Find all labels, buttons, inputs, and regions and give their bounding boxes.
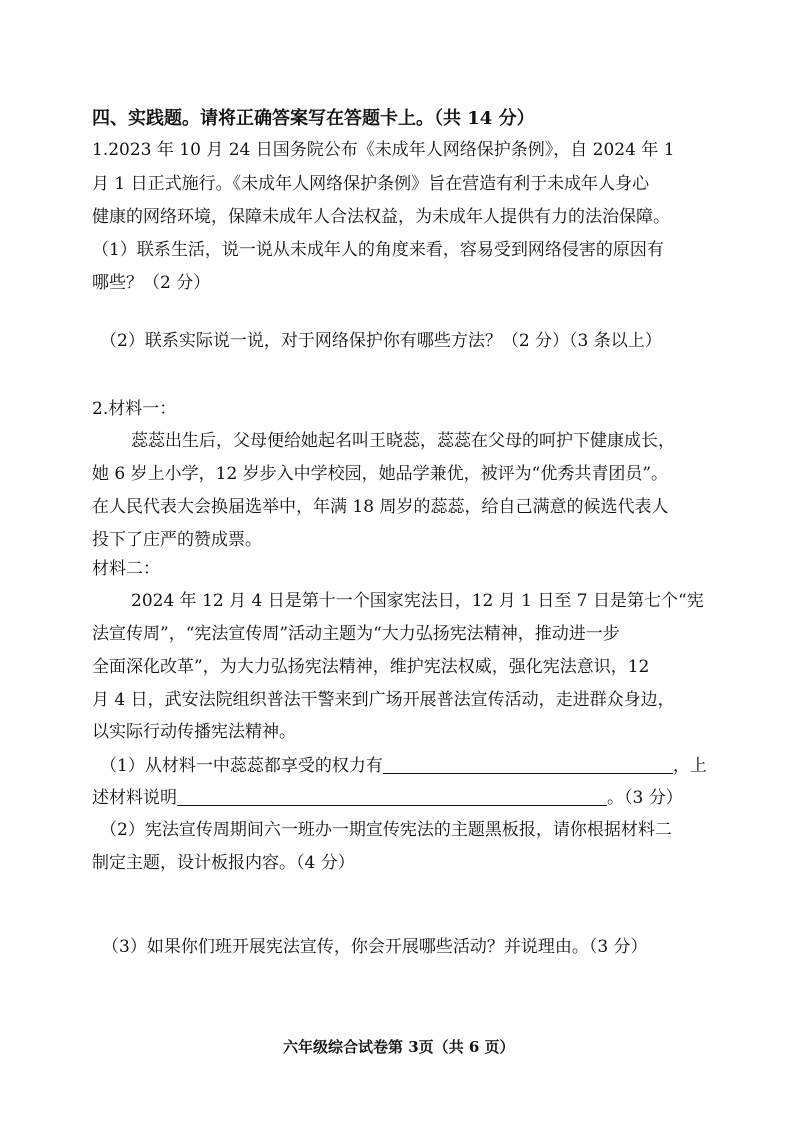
page-footer: 六年级综合试卷第 3页（共 6 页） xyxy=(283,1038,515,1056)
section-title: 四、实践题。请将正确答案写在答题卡上。（共 14 分） xyxy=(92,108,535,129)
material-2-heading: 材料二： xyxy=(92,559,160,579)
q1-subquestion-2: （2）联系实际说一说，对于网络保护你有哪些方法？（2 分）（3 条以上） xyxy=(100,331,662,351)
material-2-line-3: 全面深化改革”，为大力弘扬宪法精神，维护宪法权威，强化宪法意识，12 xyxy=(92,657,650,677)
q2-sub1-line2-prefix: 述材料说明 xyxy=(92,788,177,808)
q2-subquestion-2-line-1: （2）宪法宣传周期间六一班办一期宣传宪法的主题黑板报，请你根据材料二 xyxy=(100,820,672,840)
material-1-line-1: 蕊蕊出生后，父母便给她起名叫王晓蕊，蕊蕊在父母的呵护下健康成长， xyxy=(131,431,675,451)
material-2-line-1: 2024 年 12 月 4 日是第十一个国家宪法日，12 月 1 日至 7 日是第七个“宪 xyxy=(131,591,704,611)
material-2-line-4: 月 4 日，武安法院组织普法干警来到广场开展普法宣传活动，走进群众身边， xyxy=(92,690,675,710)
q1-text-line-2: 月 1 日正式施行。《未成年人网络保护条例》旨在营造有利于未成年人身心 xyxy=(92,174,650,194)
material-1-line-3: 在人民代表大会换届选举中，年满 18 周岁的蕊蕊，给自己满意的候选代表人 xyxy=(92,497,669,517)
q2-subquestion-2-line-2: 制定主题，设计板报内容。（4 分） xyxy=(92,853,355,873)
q2-subquestion-1-line-2 xyxy=(92,786,683,810)
answer-blank-conclusion[interactable] xyxy=(177,787,607,806)
material-1-line-2: 她 6 岁上小学，12 岁步入中学校园，她品学兼优，被评为“优秀共青团员”。 xyxy=(92,464,669,484)
q1-subquestion-1-line-2: 哪些？（2 分） xyxy=(92,273,211,293)
answer-blank-rights[interactable] xyxy=(383,755,673,774)
material-2-line-5: 以实际行动传播宪法精神。 xyxy=(92,722,296,742)
q1-text-line-1: 1.2023 年 10 月 24 日国务院公布《未成年人网络保护条例》，自 2024 年 1 xyxy=(92,140,675,160)
q2-subquestion-3: （3）如果你们班开展宪法宣传，你会开展哪些活动？并说理由。（3 分） xyxy=(102,937,648,957)
material-1-line-4: 投下了庄严的赞成票。 xyxy=(92,530,262,550)
q2-subquestion-1-line-1 xyxy=(100,754,707,778)
q2-sub1-prefix: （1）从材料一中蕊蕊都享受的权力有 xyxy=(100,756,383,776)
q2-heading: 2.材料一： xyxy=(92,399,177,419)
q1-subquestion-1-line-1: （1）联系生活，说一说从未成年人的角度来看，容易受到网络侵害的原因有 xyxy=(92,240,664,260)
material-2-line-2: 法宣传周”，“宪法宣传周”活动主题为“大力弘扬宪法精神，推动进一步 xyxy=(92,624,620,644)
q2-sub1-suffix: ，上 xyxy=(672,756,707,776)
q1-text-line-3: 健康的网络环境，保障未成年人合法权益，为未成年人提供有力的法治保障。 xyxy=(92,207,670,227)
q2-sub1-line2-suffix: 。（3 分） xyxy=(607,788,683,808)
